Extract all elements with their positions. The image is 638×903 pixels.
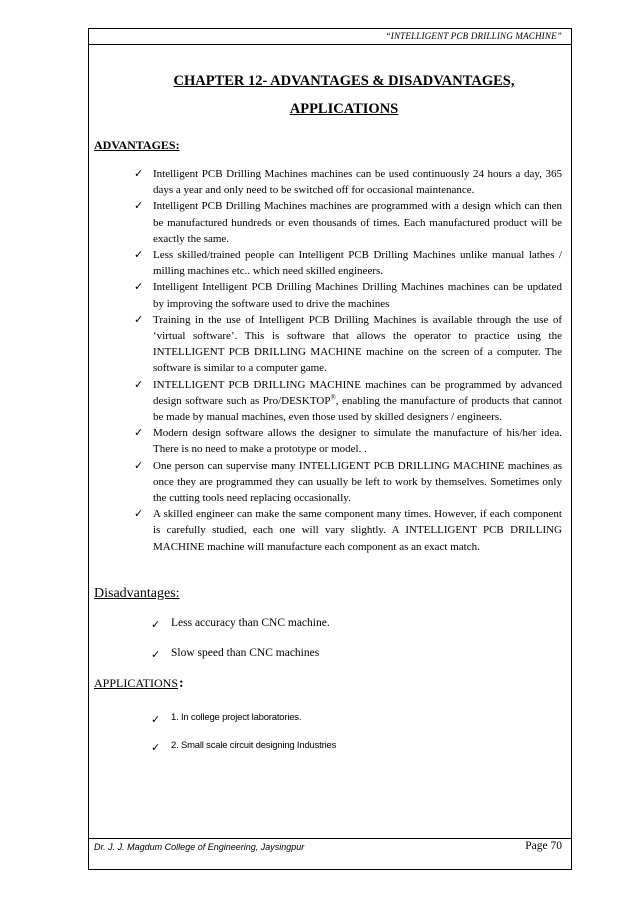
check-mark-icon: ✓	[151, 648, 161, 661]
registered-mark: ®	[330, 393, 336, 402]
footer-rule	[88, 838, 572, 839]
advantage-text: Intelligent Intelligent PCB Drilling Machines Drilling Machines machines can be updated by improving the software used to drive the machines	[153, 281, 562, 310]
advantage-text: One person can supervise many INTELLIGENT PCB DRILLING MACHINE machines as once they are programmed they can usually be left to work by themselves. Sometimes only the cutting tools need replacing occasionally.	[153, 459, 562, 505]
list-item	[134, 425, 562, 457]
chapter-title-line2: APPLICATIONS	[289, 101, 399, 117]
advantage-text: Modern design software allows the designer to simulate the manufacture of his/her idea. There is no need to make a prototype or model. .	[153, 427, 562, 456]
list-item	[151, 617, 330, 647]
list-item	[134, 312, 562, 377]
list-item	[151, 712, 336, 740]
list-item	[134, 247, 562, 279]
check-mark-icon: ✓	[151, 713, 161, 726]
check-mark-icon: ✓	[134, 507, 144, 521]
advantages-list	[134, 166, 562, 555]
advantage-text-continued: , enabling the manufacture of products that cannot be made by manual machines, even those used by skilled designers / engineers.	[153, 394, 562, 424]
check-mark-icon: ✓	[134, 280, 144, 294]
footer-college: Dr. J. J. Magdum College of Engineering, Jaysingpur	[94, 842, 305, 852]
list-item	[151, 647, 330, 677]
chapter-title-line1: CHAPTER 12- ADVANTAGES & DISADVANTAGES,	[173, 73, 515, 89]
list-item	[134, 166, 562, 198]
disadvantages-list	[151, 617, 330, 677]
running-header: “INTELLIGENT PCB DRILLING MACHINE”	[385, 31, 562, 41]
check-mark-icon: ✓	[134, 312, 144, 326]
applications-heading-text: APPLICATIONS	[94, 676, 179, 690]
advantage-text: Intelligent PCB Drilling Machines machines are programmed with a design which can then be manufactured hundreds or even thousands of times. Each manufactured product will be exactly the same.	[153, 200, 562, 245]
check-mark-icon: ✓	[134, 199, 144, 213]
application-text: 2. Small scale circuit designing Industries	[171, 740, 337, 751]
disadvantages-heading: Disadvantages:	[94, 586, 180, 601]
disadvantage-text: Slow speed than CNC machines	[171, 647, 320, 659]
applications-heading	[94, 676, 184, 692]
check-mark-icon: ✓	[134, 458, 144, 472]
application-text: 1. In college project laboratories.	[171, 712, 302, 723]
advantage-text: A skilled engineer can make the same component many times. However, if each component is carefully studied, each one will vary slightly. A INTELLIGENT PCB DRILLING MACHINE machine will manufacture each component as an exact match.	[153, 508, 562, 553]
advantage-text: INTELLIGENT PCB DRILLING MACHINE machines can be programmed by advanced design software such as Pro/DESKTOP	[153, 378, 562, 407]
list-item	[134, 458, 562, 507]
advantages-heading: ADVANTAGES:	[94, 138, 180, 152]
disadvantage-text: Less accuracy than CNC machine.	[171, 617, 330, 629]
check-mark-icon: ✓	[151, 741, 161, 754]
check-mark-icon: ✓	[134, 377, 144, 391]
header-rule	[88, 44, 572, 45]
advantage-text: Training in the use of Intelligent PCB Drilling Machines is available through the use of ‘virtual software’. This is software that allows the operator to practice using the INTELLIGENT PCB DRILLING MACHINE machine on the screen of a computer. The software is similar to a computer game.	[153, 313, 562, 375]
page-number: Page 70	[525, 840, 562, 852]
advantage-text: Less skilled/trained people can Intelligent PCB Drilling Machines unlike manual lathes / milling machines etc.. which need skilled engineers.	[153, 249, 562, 278]
list-item	[134, 506, 562, 555]
check-mark-icon: ✓	[151, 618, 161, 631]
check-mark-icon: ✓	[134, 248, 144, 262]
applications-heading-colon: :	[179, 676, 184, 691]
list-item	[151, 740, 336, 768]
applications-list	[151, 712, 336, 768]
list-item	[134, 279, 562, 311]
check-mark-icon: ✓	[134, 167, 144, 180]
advantage-text: Intelligent PCB Drilling Machines machines can be used continuously 24 hours a day, 365 days a year and only need to be switched off for occasional maintenance.	[153, 168, 562, 197]
list-item	[134, 377, 562, 426]
list-item	[134, 198, 562, 247]
check-mark-icon: ✓	[134, 426, 144, 440]
